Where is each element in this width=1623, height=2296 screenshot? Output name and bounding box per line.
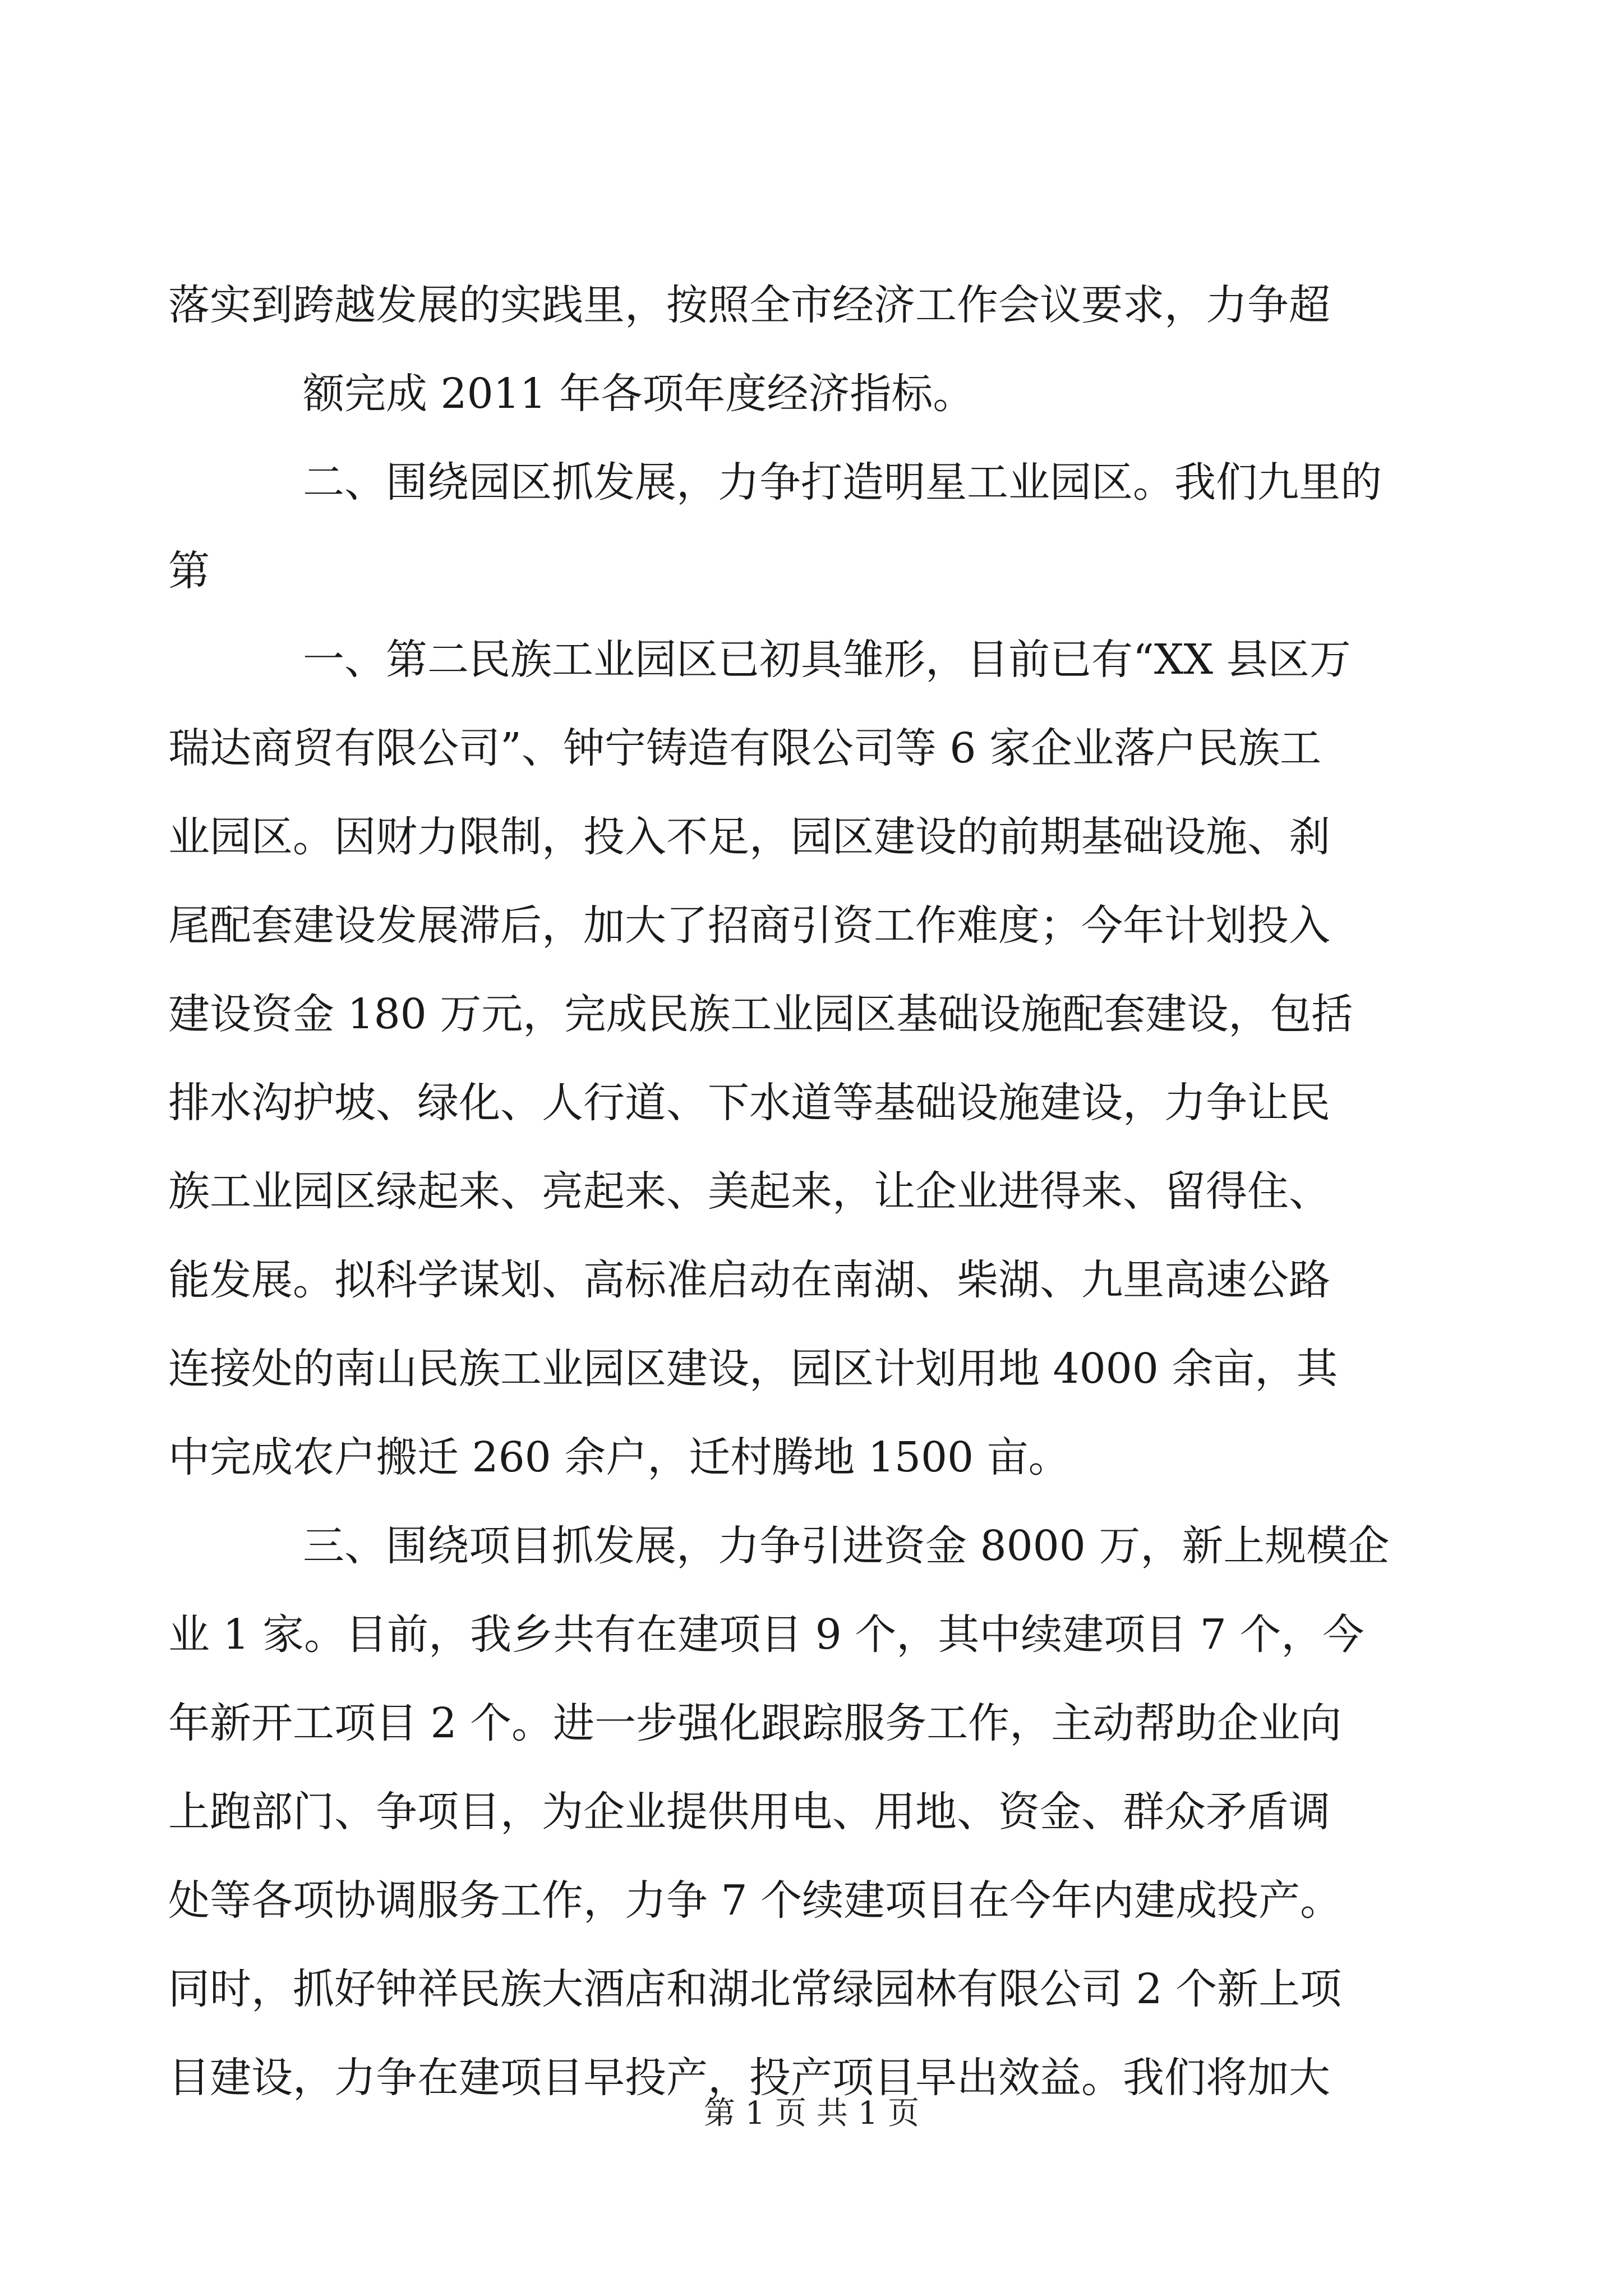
text-line: 建设资金 180 万元，完成民族工业园区基础设施配套建设，包括 [168, 990, 1353, 1038]
text-line: 处等各项协调服务工作，力争 7 个续建项目在今年内建成投产。 [168, 1876, 1342, 1925]
text-line: 业 1 家。目前，我乡共有在建项目 9 个，其中续建项目 7 个，今 [168, 1611, 1364, 1659]
text-line: 尾配套建设发展滞后，加大了招商引资工作难度；今年计划投入 [168, 901, 1330, 950]
text-line: 额完成 2011 年各项年度经济指标。 [303, 370, 975, 418]
page-number-label: 第 1 页 共 1 页 [703, 2095, 920, 2132]
page-footer [0, 2091, 1623, 2136]
text-line: 业园区。因财力限制，投入不足，园区建设的前期基础设施、刹 [168, 813, 1330, 861]
text-line: 年新开工项目 2 个。进一步强化跟踪服务工作，主动帮助企业向 [168, 1699, 1342, 1747]
text-line: 族工业园区绿起来、亮起来、美起来，让企业进得来、留得住、 [168, 1167, 1330, 1216]
text-line: 排水沟护坡、绿化、人行道、下水道等基础设施建设，力争让民 [168, 1079, 1330, 1127]
text-line: 瑞达商贸有限公司”、钟宁铸造有限公司等 6 家企业落户民族工 [168, 724, 1321, 772]
text-line: 连接处的南山民族工业园区建设，园区计划用地 4000 余亩，其 [168, 1345, 1338, 1393]
text-line: 上跑部门、争项目，为企业提供用电、用地、资金、群众矛盾调 [168, 1788, 1330, 1836]
text-line: 能发展。拟科学谋划、高标准启动在南湖、柴湖、九里高速公路 [168, 1256, 1330, 1304]
text-line: 第 [168, 547, 210, 595]
text-line: 一、第二民族工业园区已初具雏形，目前已有“XX 县区万 [303, 636, 1351, 684]
text-line: 二、围绕园区抓发展，力争打造明星工业园区。我们九里的 [303, 458, 1382, 507]
text-line: 目建设，力争在建项目早投产，投产项目早出效益。我们将加大 [168, 2054, 1330, 2102]
text-line: 落实到跨越发展的实践里，按照全市经济工作会议要求，力争超 [168, 281, 1330, 329]
text-line: 三、围绕项目抓发展，力争引进资金 8000 万，新上规模企 [303, 1522, 1390, 1570]
text-line: 同时，抓好钟祥民族大酒店和湖北常绿园林有限公司 2 个新上项 [168, 1965, 1342, 2013]
document-body [168, 261, 1458, 2122]
text-line: 中完成农户搬迁 260 余户，迁村腾地 1500 亩。 [168, 1433, 1070, 1481]
